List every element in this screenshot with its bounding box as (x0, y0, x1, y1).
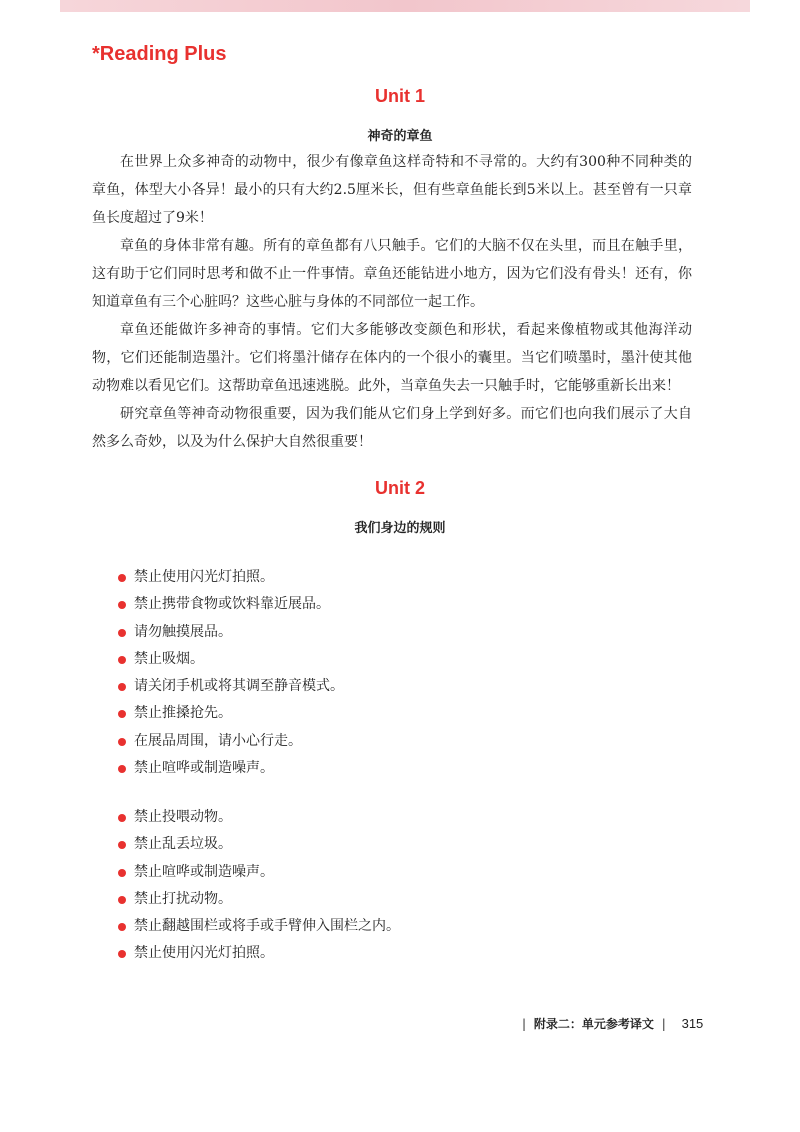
bullet-icon (118, 765, 126, 773)
unit1-subtitle: 神奇的章鱼 (367, 129, 433, 144)
bullet-icon (118, 841, 126, 849)
top-decorative-band (60, 0, 750, 12)
bullet-icon (118, 601, 126, 609)
list-item: 请勿触摸展品。 (118, 619, 344, 646)
bullet-icon (118, 896, 126, 904)
list-item: 在展品周围，请小心行走。 (118, 728, 344, 755)
unit1-paragraph-3: 章鱼还能做许多神奇的事情。它们大多能够改变颜色和形状，看起来像植物或其他海洋动物，它们还能制造墨汁。它们将墨汁储存在体内的一个很小的囊里。当它们喷墨时，墨汁使其他动物难以看见它们。这帮助章鱼迅速逃脱。此外，当章鱼失去一只触手时，它能够重新长出来！ (92, 322, 692, 394)
unit2-title: Unit 2 (374, 478, 425, 498)
list-item: 禁止打扰动物。 (118, 886, 400, 913)
list-item: 请关闭手机或将其调至静音模式。 (118, 673, 344, 700)
list-item: 禁止喧哗或制造噪声。 (118, 859, 400, 886)
list-item: 禁止携带食物或饮料靠近展品。 (118, 591, 344, 618)
unit1-paragraph-1: 在世界上众多神奇的动物中，很少有像章鱼这样奇特和不寻常的。大约有300种不同种类的章鱼，体型大小各异！最小的只有大约2.5厘米长，但有些章鱼能长到5米以上。甚至曾有一只章鱼长度超过了9米！ (92, 154, 692, 226)
footer-divider: | (522, 1017, 527, 1031)
bullet-icon (118, 683, 126, 691)
unit2-subtitle: 我们身边的规则 (354, 521, 446, 536)
bullet-icon (118, 950, 126, 958)
bullet-icon (118, 923, 126, 931)
unit1-paragraph-2: 章鱼的身体非常有趣。所有的章鱼都有八只触手。它们的大脑不仅在头里，而且在触手里，这有助于它们同时思考和做不止一件事情。章鱼还能钻进小地方，因为它们没有骨头！还有，你知道章鱼有三个心脏吗？这些心脏与身体的不同部位一起工作。 (92, 238, 692, 310)
list-item: 禁止吸烟。 (118, 646, 344, 673)
bullet-icon (118, 869, 126, 877)
bullet-icon (118, 814, 126, 822)
bullet-icon (118, 574, 126, 582)
section-title: *Reading Plus (92, 43, 227, 65)
bullet-icon (118, 710, 126, 718)
unit1-title: Unit 1 (374, 86, 425, 106)
list-item: 禁止使用闪光灯拍照。 (118, 564, 344, 591)
list-item: 禁止乱丢垃圾。 (118, 831, 400, 858)
rules-list-1 (118, 564, 344, 782)
page-number: 315 (681, 1016, 704, 1031)
unit1-paragraph-4: 研究章鱼等神奇动物很重要，因为我们能从它们身上学到好多。而它们也向我们展示了大自然多么奇妙，以及为什么保护大自然很重要！ (92, 406, 692, 450)
bullet-icon (118, 629, 126, 637)
footer-divider: | (661, 1017, 666, 1031)
rules-list-2 (118, 804, 400, 968)
list-item: 禁止使用闪光灯拍照。 (118, 940, 400, 967)
list-item: 禁止喧哗或制造噪声。 (118, 755, 344, 782)
list-item: 禁止推搡抢先。 (118, 700, 344, 727)
list-item: 禁止翻越围栏或将手或手臂伸入围栏之内。 (118, 913, 400, 940)
bullet-icon (118, 738, 126, 746)
list-item: 禁止投喂动物。 (118, 804, 400, 831)
page-footer (518, 1015, 703, 1032)
appendix-label: 附录二：单元参考译文 (533, 1017, 654, 1031)
bullet-icon (118, 656, 126, 664)
